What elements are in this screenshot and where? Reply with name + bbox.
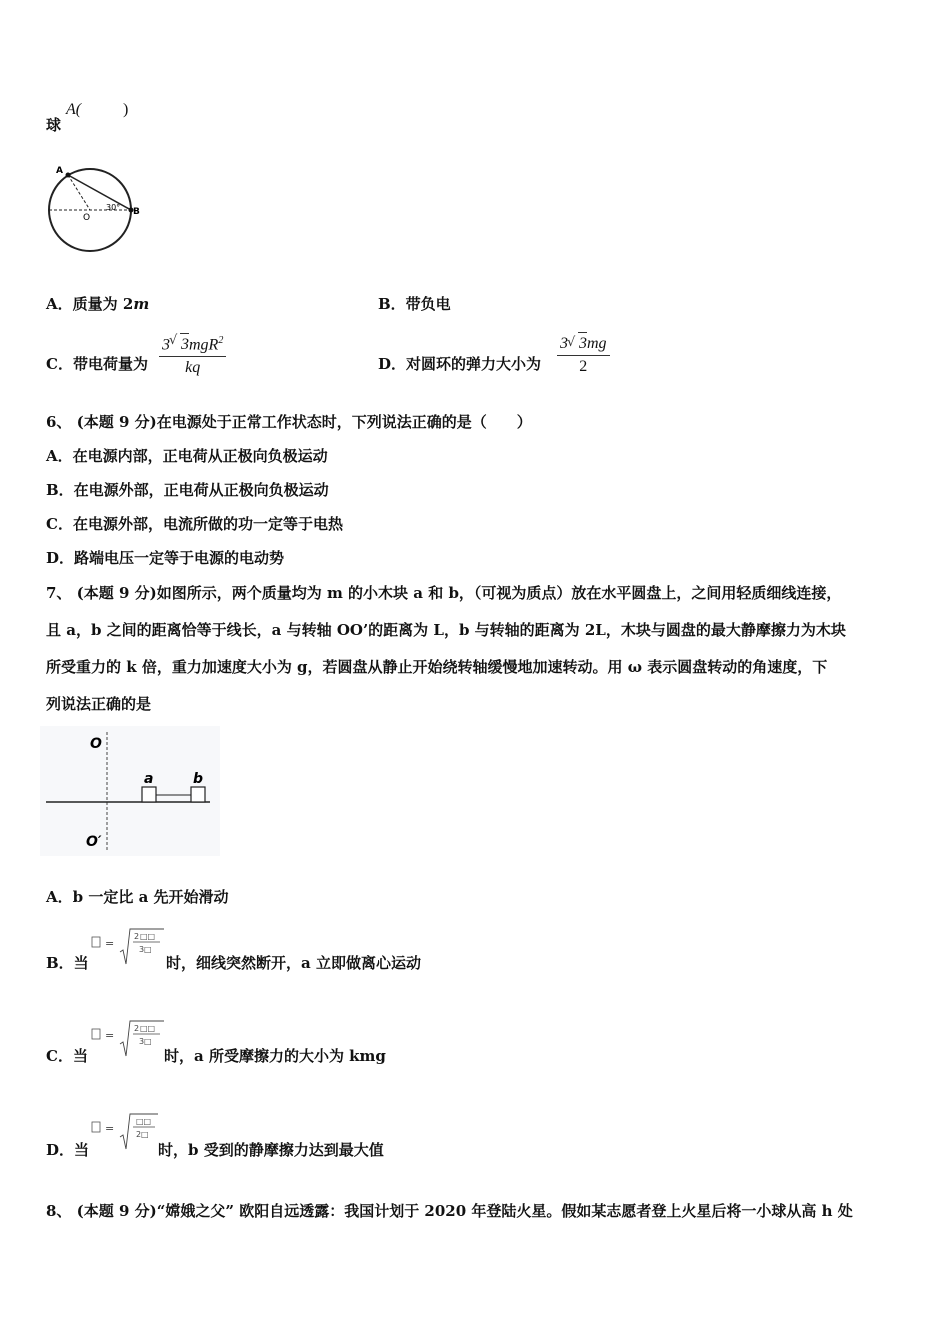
- missing-glyph-icon: [92, 1122, 100, 1132]
- frac-num-missing: □□: [140, 1024, 156, 1033]
- angle-label: 30°: [106, 203, 121, 212]
- c-den: kq: [185, 359, 201, 377]
- frac-den-missing: □: [144, 945, 152, 954]
- sqrt-icon: √: [567, 335, 576, 350]
- frac-den-missing: □: [141, 1130, 149, 1139]
- q6-stem: 6、 (本题 9 分)在电源处于正常工作状态时，下列说法正确的是（ ）: [46, 413, 532, 431]
- q7-stem-line-1: 7、 (本题 9 分)如图所示，两个质量均为 m 的小木块 a 和 b，（可视为质点）放在水平圆盘上，之间用轻质细线连接，: [46, 584, 842, 602]
- omega-formula-c: [88, 1018, 166, 1062]
- q7-stem-line-4: 列说法正确的是: [46, 695, 152, 713]
- frac-num-digit: 2: [134, 932, 140, 941]
- axis-label-o: O: [90, 736, 102, 752]
- q5-option-a-var: m: [133, 295, 150, 313]
- block-a-label: a: [144, 771, 154, 787]
- ring-diagram: [44, 160, 144, 260]
- q5-option-c-fraction: [159, 330, 226, 379]
- frac-num-missing: □□: [136, 1117, 152, 1126]
- label-a: A: [56, 166, 63, 176]
- d-root: 3: [578, 332, 587, 355]
- c-root: 3: [180, 333, 189, 356]
- c-rest: mgR: [189, 336, 219, 354]
- d-rest: mg: [587, 335, 607, 352]
- missing-glyph-icon: [92, 1029, 100, 1039]
- missing-glyph-icon: [92, 937, 100, 947]
- block-a: [142, 787, 156, 802]
- frac-den-digit: 3: [139, 945, 145, 954]
- q5-option-b: B．带负电: [378, 295, 451, 313]
- q7-stem-line-2: 且 a，b 之间的距离恰等于线长，a 与转轴 OO’的距离为 L，b 与转轴的距离为 2L，木块与圆盘的最大静摩擦力为木块: [46, 621, 846, 639]
- q6-option-a: A．在电源内部，正电荷从正极向负极运动: [46, 447, 328, 465]
- frac-num-missing: □□: [140, 932, 156, 941]
- ball-a: [66, 173, 71, 178]
- frac-num-digit: 2: [134, 1024, 140, 1033]
- c-coef: 3: [162, 336, 170, 354]
- q5-option-c: C．带电荷量为: [46, 355, 148, 373]
- d-coef: 3: [560, 335, 568, 352]
- q5-stem-prefix: 球: [46, 116, 62, 134]
- chord-ab: [68, 175, 131, 210]
- label-o: O: [83, 213, 91, 223]
- frac-den-missing: □: [144, 1037, 152, 1046]
- q5-option-d: D．对圆环的弹力大小为: [378, 355, 542, 373]
- sqrt-icon: √: [169, 333, 178, 348]
- equals-sign: =: [105, 1122, 115, 1135]
- q7-option-c-tail: 时，a 所受摩擦力的大小为 kmg: [164, 1047, 386, 1065]
- d-den: 2: [579, 358, 588, 375]
- q7-option-c-lead: C．当: [46, 1047, 88, 1065]
- q7-stem-line-3: 所受重力的 k 倍，重力加速度大小为 g，若圆盘从静止开始绕转轴缓慢地加速转动。用 ω 表示圆盘转动的角速度，下: [46, 658, 828, 676]
- radius-oa: [68, 175, 90, 210]
- block-b: [191, 787, 205, 802]
- axis-label-o-prime: O′: [86, 834, 102, 850]
- equals-sign: =: [105, 1029, 115, 1042]
- frac-den-digit: 2: [136, 1130, 142, 1139]
- q7-option-a: A．b 一定比 a 先开始滑动: [46, 888, 229, 906]
- q5-option-d-fraction: [557, 332, 610, 378]
- omega-formula-d: [88, 1111, 160, 1155]
- q7-option-d-lead: D．当: [46, 1141, 90, 1159]
- block-b-label: b: [193, 771, 204, 787]
- equals-sign: =: [105, 937, 115, 950]
- label-b: B: [133, 207, 140, 217]
- q6-option-b: B．在电源外部，正电荷从正极向负极运动: [46, 481, 329, 499]
- c-sup: 2: [218, 335, 224, 346]
- frac-den-digit: 3: [139, 1037, 145, 1046]
- q7-option-b-lead: B．当: [46, 954, 89, 972]
- q8-stem: 8、 (本题 9 分)“嫦娥之父” 欧阳自远透露：我国计划于 2020 年登陆火星。假如某志愿者登上火星后将一小球从高 h 处: [46, 1202, 853, 1220]
- q5-option-a: [46, 294, 149, 314]
- q7-option-d-tail: 时，b 受到的静摩擦力达到最大值: [158, 1141, 384, 1159]
- omega-formula-b: [88, 926, 166, 970]
- q7-option-b-tail: 时，细线突然断开，a 立即做离心运动: [166, 954, 421, 972]
- q6-option-d: D．路端电压一定等于电源的电动势: [46, 549, 285, 567]
- q5-ball-label: A(: [66, 101, 82, 118]
- q5-option-a-text: A．质量为 2: [46, 295, 134, 313]
- disk-diagram: [40, 726, 220, 856]
- q6-option-c: C．在电源外部，电流所做的功一定等于电热: [46, 515, 343, 533]
- q5-answer-paren: ): [123, 101, 129, 118]
